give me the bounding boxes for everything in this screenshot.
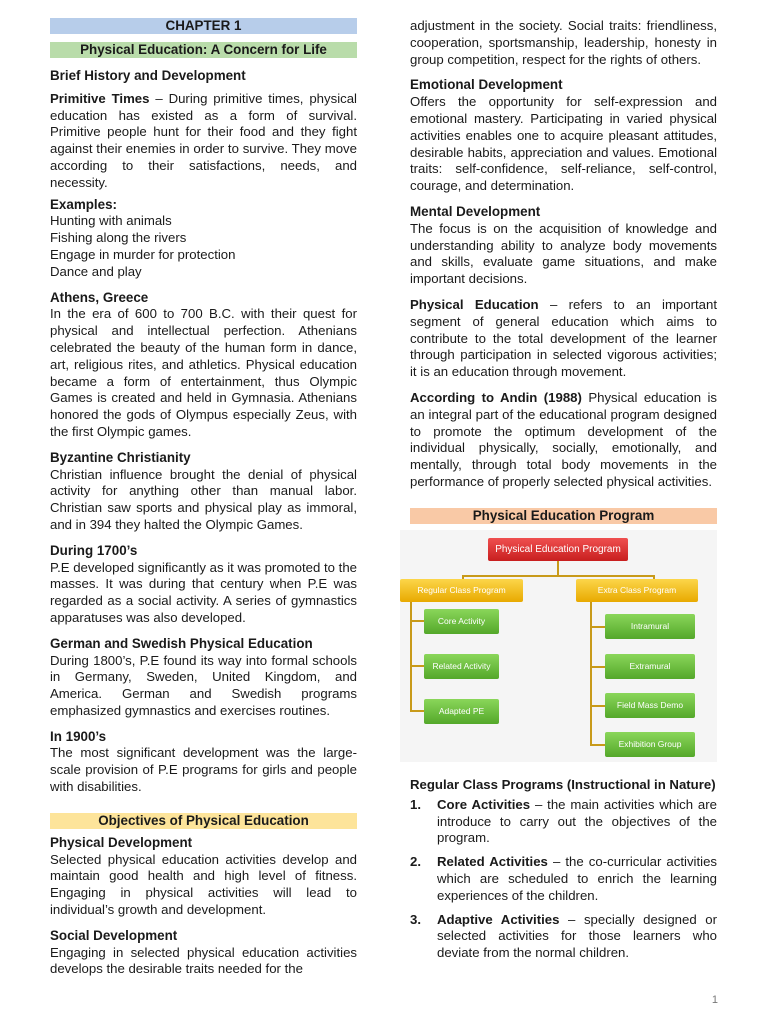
social-heading: Social Development [50, 927, 178, 943]
physical-heading: Physical Development [50, 834, 193, 850]
diagram-extra-item: Field Mass Demo [605, 693, 695, 718]
diagram-connector [410, 710, 425, 712]
example-item: Hunting with animals [50, 213, 172, 229]
andin-text: Physical education is an integral part of the educational program designed to promote the optimum development of the individual physically, socially, emotionally, and mentally, through total body movements in the performance of properly selected physical activities. [410, 389, 717, 489]
item-desc: – the co-curricular activities which are scheduled to enrich the learning experiences of the children. [437, 854, 717, 903]
item-desc: – the main activities which are introduce to carry out the objectives of the program. [437, 796, 717, 846]
example-item: Fishing along the rivers [50, 230, 187, 246]
item-number: 2. [410, 854, 421, 870]
item-text [437, 854, 717, 904]
item-number: 1. [410, 796, 421, 812]
diagram-connector [410, 620, 425, 622]
program-banner: Physical Education Program [410, 508, 717, 524]
diagram-regular-item: Adapted PE [424, 699, 499, 724]
diagram-connector [410, 665, 425, 667]
social-text: Engaging in selected physical education activities develops the desirable traits needed for the [50, 944, 357, 977]
byzantine-text: Christian influence brought the denial of physical activity for anything other than manual labor. Christian saw sports and physical play as immoral, and in 394 they halted the Olympic Games. [50, 466, 357, 532]
c1900-heading: In 1900’s [50, 728, 107, 744]
diagram-regular-class: Regular Class Program [400, 579, 523, 602]
german-text: During 1800’s, P.E found its way into formal schools in Germany, Sweden, United Kingdom, and America. German and Swedish programs emphasized gymnastics and exercises routines. [50, 652, 357, 718]
list-item [410, 797, 717, 847]
diagram-connector [590, 666, 605, 668]
emotional-heading: Emotional Development [410, 77, 563, 93]
pe-text: – refers to an important segment of general education which aims to contribute to the total development of the learner through participation in selected vigorous activities; it is an education through movement. [410, 296, 717, 380]
item-text [437, 797, 717, 847]
andin-definition [410, 390, 717, 491]
left-column [50, 0, 357, 978]
byzantine-heading: Byzantine Christianity [50, 449, 191, 465]
c1700-heading: During 1700’s [50, 542, 138, 558]
primitive-paragraph [50, 91, 357, 192]
diagram-extra-item: Intramural [605, 614, 695, 639]
c1900-text: The most significant development was the large-scale provision of P.E programs for girls and people with disabilities. [50, 745, 357, 795]
item-label: Core Activities [437, 796, 531, 812]
andin-label: According to Andin (1988) [410, 389, 582, 405]
example-item: Engage in murder for protection [50, 246, 236, 262]
title-banner: Physical Education: A Concern for Life [50, 42, 357, 58]
social-continued-text: adjustment in the society. Social traits: friendliness, cooperation, sportsmanship, leadership, honesty in group competition, respect for the rights of others. [410, 18, 717, 67]
diagram-regular-item: Related Activity [424, 654, 499, 679]
diagram-extra-item: Exhibition Group [605, 732, 695, 757]
program-diagram [400, 530, 717, 762]
c1700-text: P.E developed significantly as it was promoted to the masses. It was during that century when P.E was regarded as a social activity. A series of gymnastics apparatuses was also developed. [50, 559, 357, 625]
item-text [437, 912, 717, 962]
diagram-regular-item: Core Activity [424, 609, 499, 634]
objectives-banner: Objectives of Physical Education [50, 813, 357, 829]
primitive-text: – During primitive times, physical education has existed as a form of survival. Primitive people hunt for their food and they fight against their enemies in order to survive. They move according to their satisfactions, needs, and necessity. [50, 90, 357, 190]
diagram-connector [462, 575, 654, 577]
athens-text: In the era of 600 to 700 B.C. with their quest for physical and intellectual perfection. Athenians celebrated the beauty of the human form in dance, art, religious rites, and athletics. Physical education became a form of entertainment, thus Olympic Games is created and held in Gymnasia. Athenians honored the gods of Olympus especially Zeus, with the first Olympic games. [50, 306, 357, 439]
diagram-extra-class: Extra Class Program [576, 579, 698, 602]
emotional-text: Offers the opportunity for self-expression and emotional mastery. Participating in varied physical activities enables one to acquire pleasant attitudes, desirable habits, appreciation and values. Emotional traits: self-confidence, self-reliance, self-control, courage, and determination. [410, 94, 717, 194]
right-column [410, 0, 717, 962]
history-heading: Brief History and Development [50, 68, 246, 83]
item-desc: – specially designed or selected activities for those learners who deviate from the normal children. [437, 911, 717, 961]
primitive-label: Primitive Times [50, 90, 150, 106]
example-item: Dance and play [50, 263, 142, 279]
diagram-root: Physical Education Program [488, 538, 628, 561]
regular-heading: Regular Class Programs (Instructional in Nature) [410, 776, 716, 792]
pe-label: Physical Education [410, 296, 539, 312]
list-item [410, 912, 717, 962]
diagram-connector [410, 602, 412, 712]
diagram-connector [557, 561, 559, 575]
diagram-connector [590, 602, 592, 745]
page-number: 1 [711, 994, 718, 1006]
mental-heading: Mental Development [410, 203, 541, 219]
item-label: Adaptive Activities [437, 911, 560, 927]
chapter-banner: CHAPTER 1 [50, 18, 357, 34]
diagram-connector [590, 744, 605, 746]
diagram-extra-item: Extramural [605, 654, 695, 679]
diagram-connector [590, 626, 605, 628]
diagram-connector [590, 705, 605, 707]
examples-heading: Examples: [50, 196, 117, 212]
mental-text: The focus is on the acquisition of knowledge and understanding ability to analyze body movements and skills, evaluate game situations, and make important decisions. [410, 220, 717, 287]
physical-text: Selected physical education activities develop and maintain good health and high level of fitness. Engaging in physical activities will lead to individual’s growth and development. [50, 851, 357, 918]
german-heading: German and Swedish Physical Education [50, 635, 313, 651]
pe-definition [410, 297, 717, 381]
item-number: 3. [410, 911, 421, 927]
item-label: Related Activities [437, 854, 548, 870]
athens-heading: Athens, Greece [50, 289, 149, 305]
list-item [410, 854, 717, 904]
